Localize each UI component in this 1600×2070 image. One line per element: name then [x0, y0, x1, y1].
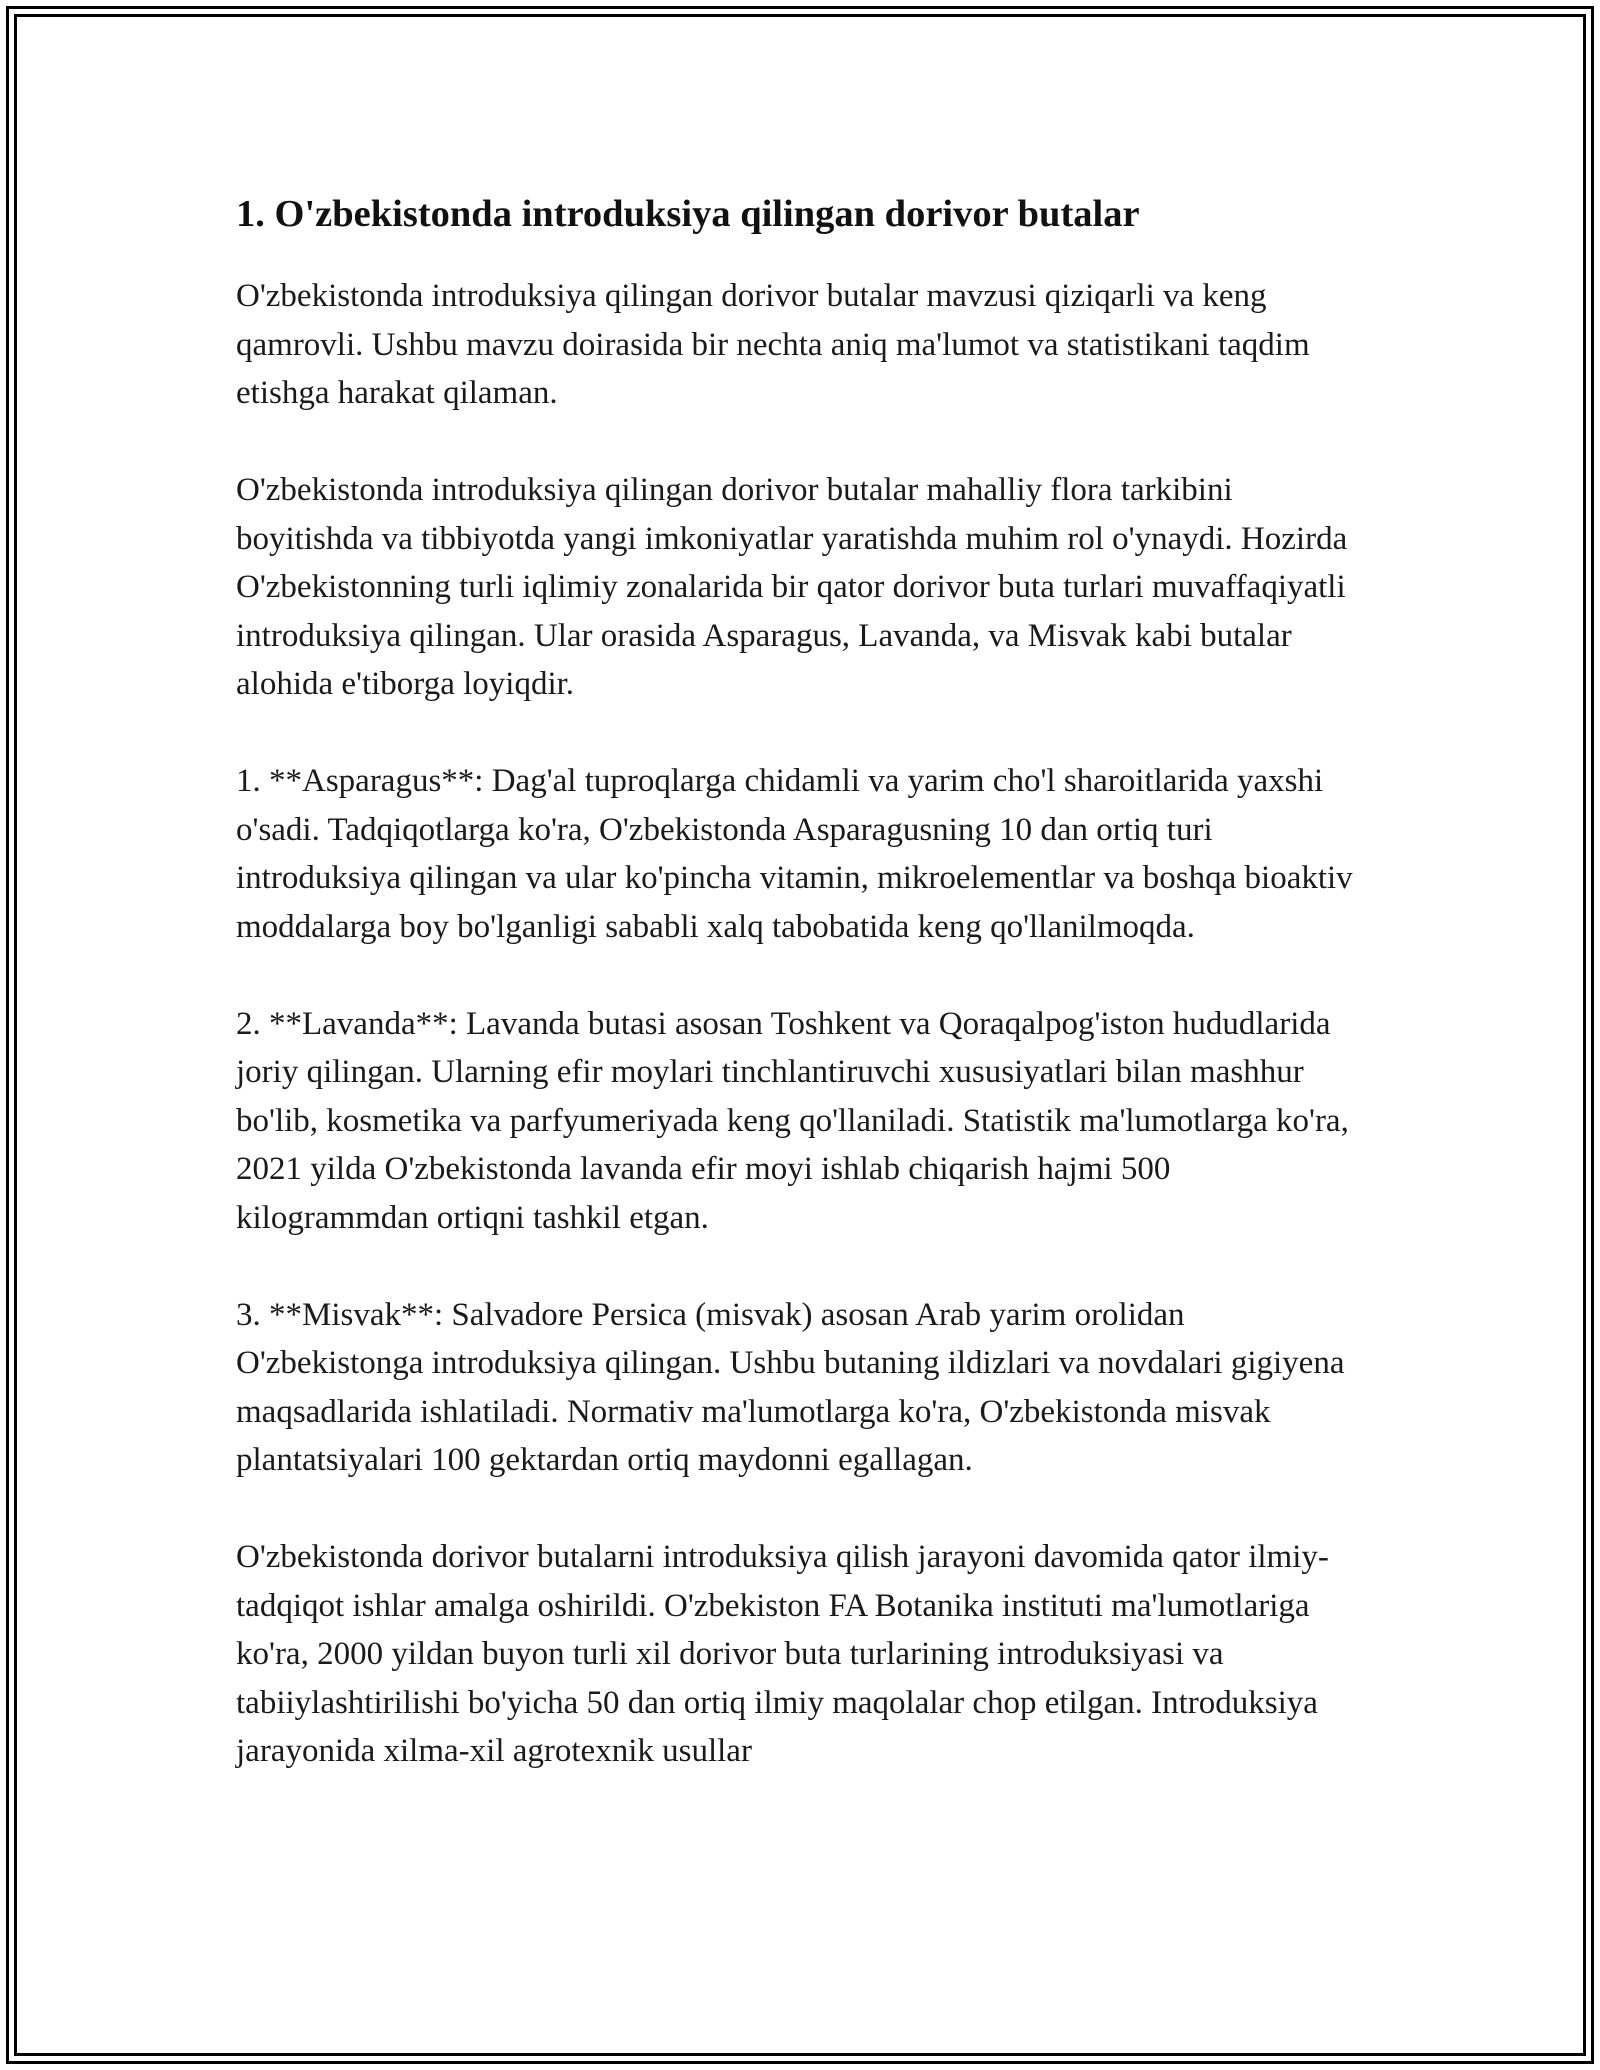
document-body — [236, 186, 1366, 1824]
section-heading: 1. O'zbekistonda introduksiya qilingan dorivor butalar — [236, 193, 1140, 235]
paragraph-intro: O'zbekistonda introduksiya qilingan dorivor butalar mavzusi qiziqarli va keng qamrovli. Ushbu mavzu doirasida bir nechta aniq ma'lumot va statistikani taqdim etishga harakat qilaman. — [236, 278, 1310, 411]
paragraph-research: O'zbekistonda dorivor butalarni introduksiya qilish jarayoni davomida qator ilmiy-tadqiqot ishlar amalga oshirildi. O'zbekiston FA Botanika instituti ma'lumotlariga ko'ra, 2000 yildan buyon turli xil dorivor buta turlarining introduksiyasi va tabiiylashtirilishi bo'yicha 50 dan ortiq ilmiy maqolalar chop etilgan. Introduksiya jarayonida xilma-xil agrotexnik usullar — [236, 1539, 1329, 1769]
paragraph-lavanda: 2. **Lavanda**: Lavanda butasi asosan Toshkent va Qoraqalpog'iston hududlarida joriy qilingan. Ularning efir moylari tinchlantiruvchi xususiyatlari bilan mashhur bo'lib, kosmetika va parfyumeriyada keng qo'llaniladi. Statistik ma'lumotlarga ko'ra, 2021 yilda O'zbekistonda lavanda efir moyi ishlab chiqarish hajmi 500 kilogrammdan ortiqni tashkil etgan. — [236, 1005, 1349, 1236]
paragraph-overview: O'zbekistonda introduksiya qilingan dorivor butalar mahalliy flora tarkibini boyitishda va tibbiyotda yangi imkoniyatlar yaratishda muhim rol o'ynaydi. Hozirda O'zbekistonning turli iqlimiy zonalarida bir qator dorivor buta turlari muvaffaqiyatli introduksiya qilingan. Ular orasida Asparagus, Lavanda, va Misvak kabi butalar alohida e'tiborga loyiqdir. — [236, 472, 1348, 702]
paragraph-misvak: 3. **Misvak**: Salvadore Persica (misvak) asosan Arab yarim orolidan O'zbekistonga introduksiya qilingan. Ushbu butaning ildizlari va novdalari gigiyena maqsadlarida ishlatiladi. Normativ ma'lumotlarga ko'ra, O'zbekistonda misvak plantatsiyalari 100 gektardan ortiq maydonni egallagan. — [236, 1296, 1345, 1478]
paragraph-asparagus: 1. **Asparagus**: Dag'al tuproqlarga chidamli va yarim cho'l sharoitlarida yaxshi o'sadi. Tadqiqotlarga ko'ra, O'zbekistonda Asparagusning 10 dan ortiq turi introduksiya qilingan va ular ko'pincha vitamin, mikroelementlar va boshqa bioaktiv moddalarga boy bo'lganligi sababli xalq tabobatida keng qo'llanilmoqda. — [236, 763, 1353, 945]
